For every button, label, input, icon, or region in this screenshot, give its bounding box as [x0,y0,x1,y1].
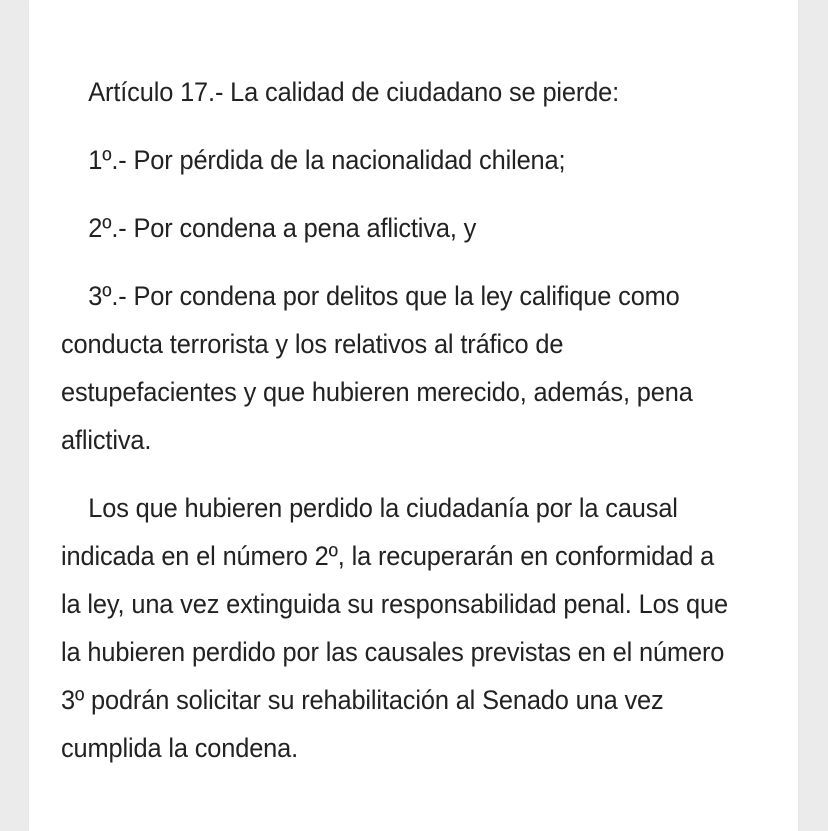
paragraph-gap [61,184,730,204]
paragraph-gap [61,464,730,484]
document-page [29,0,798,831]
clause-3: 3º.- Por condena por delitos que la ley califique como conducta terrorista y los relativos al tráfico de estupefacientes y que hubieren merecido, además, pena aflictiva. [61,281,693,455]
recovery-paragraph: Los que hubieren perdido la ciudadanía por la causal indicada en el número 2º, la recuperarán en conformidad a la ley, una vez extinguida su responsabilidad penal. Los que la hubieren perdido por las causales previstas en el número 3º podrán solicitar su rehabilitación al Senado una vez cumplida la condena. [61,493,728,763]
page-margin-right [798,0,828,831]
paragraph-gap [61,252,730,272]
article-heading: Artículo 17.- La calidad de ciudadano se pierde: [88,77,620,107]
clause-2: 2º.- Por condena a pena aflictiva, y [88,213,477,243]
paragraph-gap [61,116,730,136]
article-17-text [61,68,730,772]
clause-1: 1º.- Por pérdida de la nacionalidad chilena; [88,145,566,175]
page-margin-left [0,0,29,831]
